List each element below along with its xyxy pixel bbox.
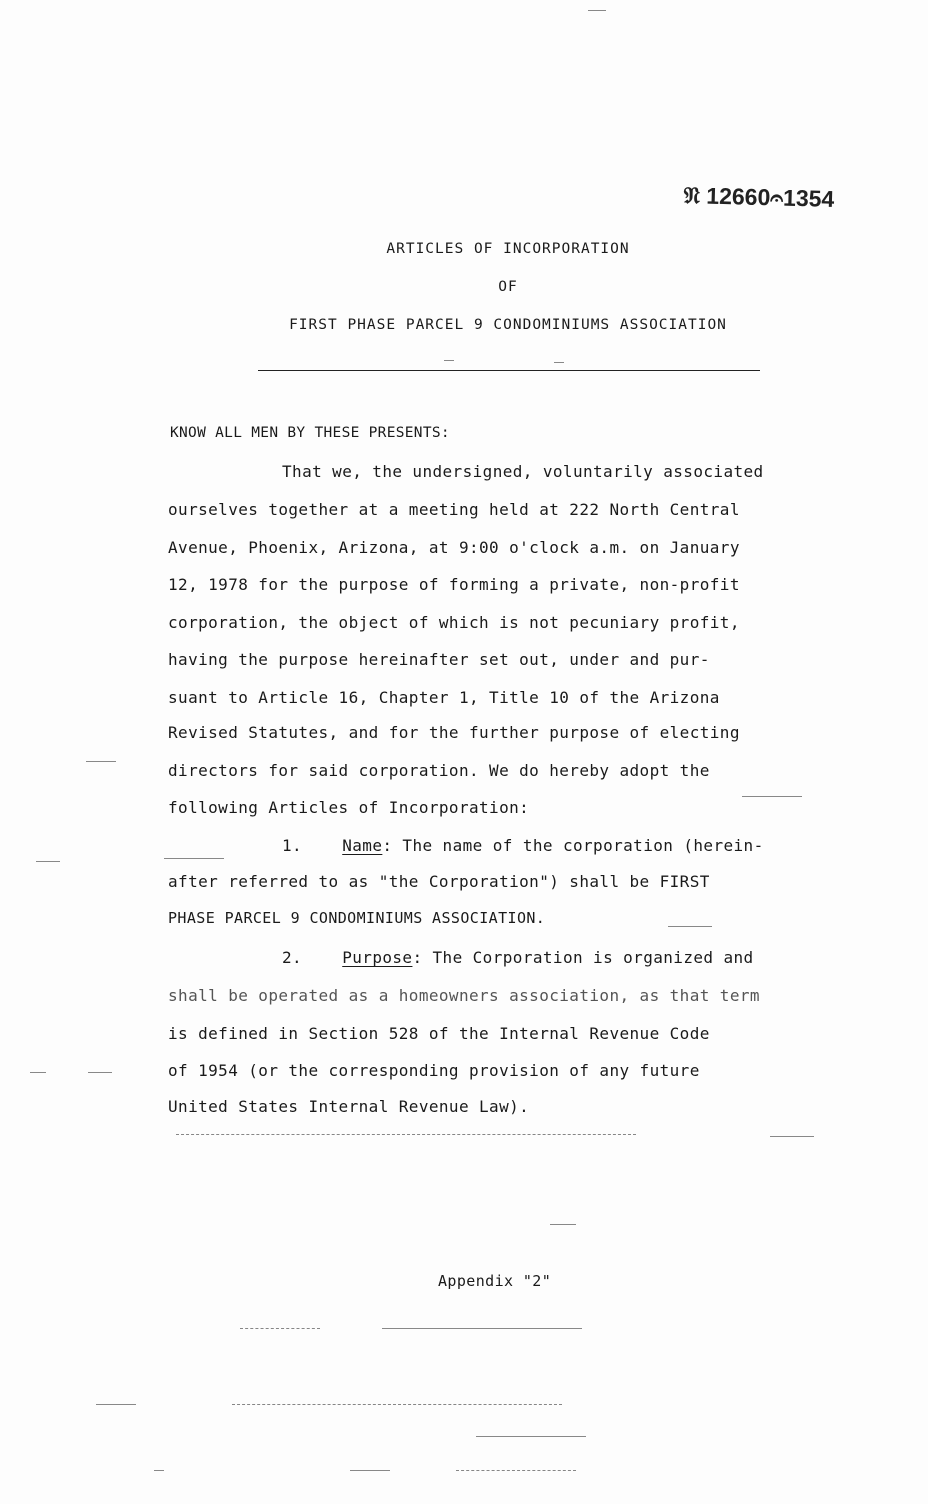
preamble-line: directors for said corporation. We do hereby adopt the [168, 761, 710, 780]
scan-speck [456, 1470, 576, 1471]
scan-speck [382, 1328, 582, 1329]
preamble-line: 12, 1978 for the purpose of forming a private, non-profit [168, 575, 740, 594]
appendix-label: Appendix "2" [438, 1272, 552, 1290]
docket-stamp: 𝔑 12660𝄐1354 [683, 182, 835, 212]
scan-speck [88, 1072, 112, 1073]
association-name: FIRST PHASE PARCEL 9 CONDOMINIUMS ASSOCIATION [289, 317, 727, 333]
article-1-text: : The name of the corporation (herein- [382, 836, 764, 855]
article-1-number: 1. [282, 836, 303, 855]
article-2-heading: Purpose [342, 948, 413, 967]
scan-speck [550, 1224, 576, 1225]
title-of: OF [498, 279, 518, 295]
scan-speck [232, 1404, 562, 1405]
article-2-line: United States Internal Revenue Law). [168, 1097, 530, 1116]
scan-speck [96, 1404, 136, 1405]
document-title: ARTICLES OF INCORPORATION [386, 241, 630, 257]
scan-speck [86, 761, 116, 762]
scan-speck [350, 1470, 390, 1471]
article-1-line: after referred to as "the Corporation") shall be FIRST [168, 872, 710, 891]
scan-speck [554, 362, 564, 363]
scan-speck [770, 1136, 814, 1137]
scan-speck [444, 360, 454, 361]
article-2-line: of 1954 (or the corresponding provision of any future [168, 1061, 700, 1080]
scan-speck [240, 1328, 320, 1329]
article-2-first-line [282, 948, 754, 967]
preamble-line: suant to Article 16, Chapter 1, Title 10 of the Arizona [168, 688, 720, 707]
article-1-first-line [282, 836, 764, 855]
article-2-number: 2. [282, 948, 303, 967]
salutation: KNOW ALL MEN BY THESE PRESENTS: [170, 425, 450, 441]
scan-speck [588, 10, 606, 11]
preamble-line: corporation, the object of which is not pecuniary profit, [168, 613, 740, 632]
preamble-line: ourselves together at a meeting held at 222 North Central [168, 500, 740, 519]
scan-speck [154, 1470, 164, 1471]
article-2-text: : The Corporation is organized and [412, 948, 754, 967]
article-2-line: shall be operated as a homeowners association, as that term [168, 986, 760, 1005]
scan-speck [164, 858, 224, 859]
article-2-line: is defined in Section 528 of the Internal Revenue Code [168, 1024, 710, 1043]
preamble-line: having the purpose hereinafter set out, under and pur- [168, 650, 710, 669]
scan-speck [36, 861, 60, 862]
article-1-heading: Name [342, 836, 383, 855]
preamble-line: following Articles of Incorporation: [168, 798, 530, 817]
preamble-line: Avenue, Phoenix, Arizona, at 9:00 o'clock a.m. on January [168, 538, 740, 557]
scan-speck [30, 1072, 46, 1073]
article-1-line: PHASE PARCEL 9 CONDOMINIUMS ASSOCIATION. [168, 909, 546, 927]
title-rule [258, 370, 760, 371]
scan-speck [476, 1436, 586, 1437]
preamble-line: Revised Statutes, and for the further purpose of electing [168, 723, 740, 742]
preamble-line: That we, the undersigned, voluntarily associated [282, 462, 764, 481]
scan-speck [742, 796, 802, 797]
scan-speck [176, 1134, 636, 1135]
scan-speck [668, 926, 712, 927]
